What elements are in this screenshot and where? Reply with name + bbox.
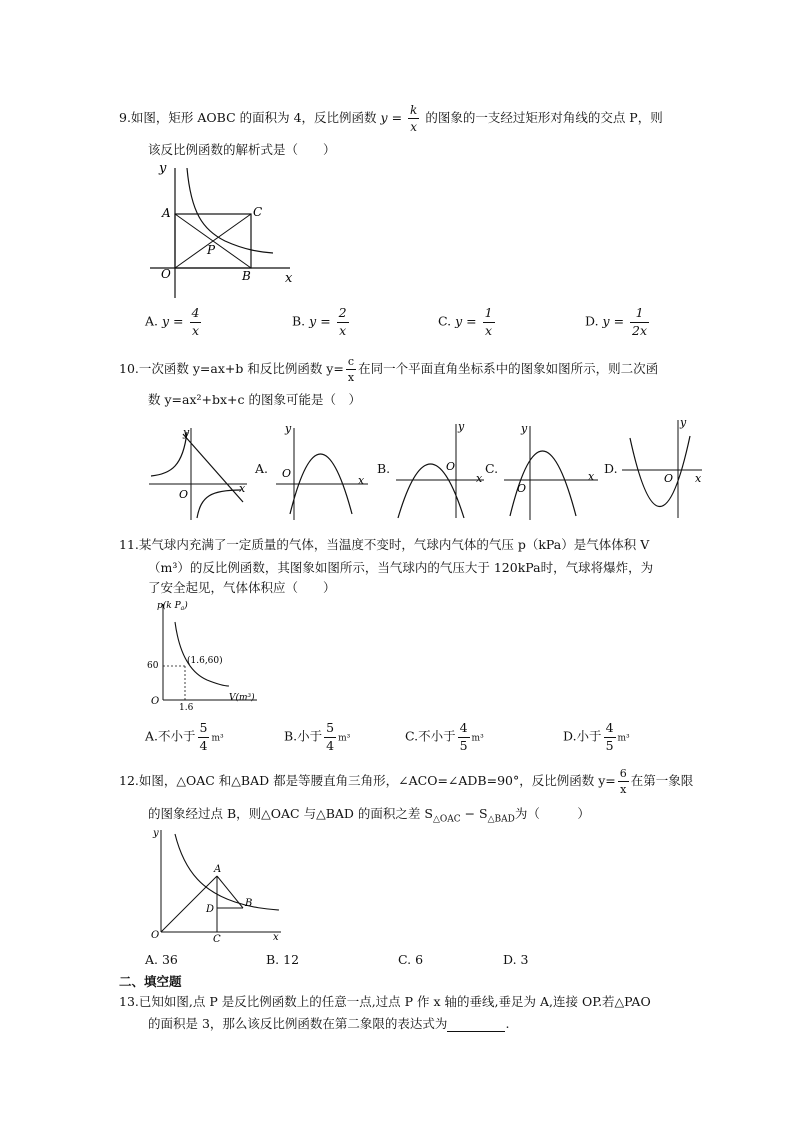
q12-fig-y: y [153,828,159,839]
q9-line1 [119,104,663,133]
q9-option-a-label: A. [145,313,159,329]
q12-line1 [119,768,693,795]
q10-b-y: y [458,420,465,433]
q12-fig-x: x [273,932,279,943]
q9-fig-label-P: P [207,243,216,257]
q10-option-c-graph[interactable] [500,420,600,522]
q11-option-d-num: 4 [604,722,616,738]
section-title-fill-in: 二、填空题 [119,974,182,989]
q12-fig-O: O [151,930,160,941]
q11-figure [145,598,260,710]
q10-c-O: O [517,482,527,495]
q10-option-d-label[interactable]: D. [604,461,618,476]
q11-option-b-num: 5 [324,722,336,738]
q11-option-d-den: 5 [605,737,614,753]
q12-line2 [148,804,590,825]
q9-option-c-den: x [485,322,493,338]
q10-given-y: y [183,426,190,439]
q13-answer-blank[interactable] [447,1019,505,1032]
q10-text1: 10.一次函数 y=ax+b 和反比例函数 y= [119,361,344,376]
q12-text1: 12.如图，△OAC 和△BAD 都是等腰直角三角形，∠ACO=∠ADB=90°，反比例函数 y= [119,773,616,788]
q12-line2b: 为（ ） [514,806,590,821]
q10-a-y: y [285,422,292,435]
q9-option-a-num: 4 [190,307,202,323]
q9-frac-den: x [410,120,418,134]
q9-option-c[interactable]: C. y = $\frac{1}{x}$ [438,305,493,338]
q9-fig-y-label: y [159,161,167,176]
q10-given-figure [145,422,250,522]
q11-option-a-prefix: A.不小于 [145,728,196,744]
q9-fig-x-label: x [285,271,293,286]
q10-frac-num: c [346,356,356,370]
q11-option-c[interactable] [405,722,484,752]
q11-option-d[interactable] [563,722,630,752]
q12-option-d[interactable]: D. 3 [503,952,529,967]
q11-fig-p-label: p(k $P_a$) [157,601,188,612]
q10-a-x: x [358,474,365,487]
q12-frac-num: 6 [619,767,627,780]
q12-option-a[interactable]: A. 36 [145,952,178,967]
q11-option-b-prefix: B.小于 [284,728,323,744]
q9-figure [145,158,305,304]
q10-option-c-label[interactable]: C. [485,461,499,476]
q9-option-a[interactable]: A. y = $\frac{4}{x}$ [145,305,200,338]
q12-minus: − S [460,806,488,821]
q10-option-b-graph[interactable] [392,418,487,522]
q10-text2: 在同一个平面直角坐标系中的图象如图所示，则二次函 [358,361,659,376]
q11-fig-V-label: V(m³) [229,693,255,703]
q9-fraction [408,104,419,133]
q10-d-x: x [695,472,702,485]
q11-fig-60: 60 [147,661,159,671]
q10-frac-den: x [347,371,355,384]
q9-fig-label-C: C [253,205,263,219]
q9-option-d[interactable]: D. y = $\frac{1}{2x}$ [585,305,648,338]
q11-line3: 了安全起见，气体体积应（ ） [148,580,336,595]
q13-line2-text: 的面积是 3，那么该反比例函数在第二象限的表达式为 [148,1016,448,1031]
q9-option-b-label: B. [292,313,306,329]
q9-text2: 的图象的一支经过矩形对角线的交点 P，则 [425,110,663,125]
q10-b-O: O [446,460,456,473]
q10-d-O: O [664,472,674,485]
q12-sub2: △BAD [487,814,515,825]
q10-option-a-label[interactable]: A. [255,461,269,476]
q9-option-d-label: D. [585,313,599,329]
q12-sub1: △OAC [432,814,461,825]
q10-option-a-graph[interactable] [270,422,370,522]
q10-c-x: x [588,470,595,483]
q12-fig-D: D [206,904,215,915]
q10-given-x: x [239,482,246,495]
q12-line2a: 的图象经过点 B，则△OAC 与△BAD 的面积之差 S [148,806,433,821]
q11-line2: （m³）的反比例函数，其图象如图所示，当气球内的气压大于 120kPa时，气球将爆炸，为 [148,560,654,575]
q11-option-b-unit: m³ [338,733,351,744]
q9-yeq: y = [380,110,403,125]
q13-line2 [148,1014,509,1032]
q9-fig-label-A: A [162,206,171,220]
q10-line2: 数 y=ax²+bx+c 的图象可能是（ ） [148,392,361,407]
q9-text1: 9.如图，矩形 AOBC 的面积为 4，反比例函数 [119,110,377,125]
q9-option-b-num: 2 [337,307,349,323]
q9-option-d-den: 2x [632,322,648,338]
q12-fig-B: B [245,898,253,909]
q10-given-O: O [179,488,189,501]
q9-option-b[interactable]: B. y = $\frac{2}{x}$ [292,305,347,338]
q12-frac-den: x [620,783,627,796]
q11-option-c-prefix: C.不小于 [405,728,456,744]
q10-b-x: x [476,472,483,485]
q12-text2: 在第一象限 [630,773,694,788]
q11-option-c-unit: m³ [471,733,484,744]
q10-line1 [119,356,658,383]
q11-fig-point: (1.6,60) [187,656,223,666]
q11-fig-16: 1.6 [179,703,194,710]
q11-option-d-prefix: D.小于 [563,728,602,744]
q9-option-b-den: x [339,322,347,338]
q11-option-a[interactable] [145,722,224,752]
q11-option-a-num: 5 [198,722,210,738]
q11-option-a-unit: m³ [211,733,224,744]
q9-fig-label-O: O [161,267,171,281]
q11-option-c-den: 5 [459,737,468,753]
q10-c-y: y [521,422,528,435]
q13-end: . [505,1016,510,1031]
q11-line1: 11.某气球内充满了一定质量的气体，当温度不变时，气球内气体的气压 p（kPa）是气体体积 V [119,537,650,552]
q11-option-c-num: 4 [458,722,470,738]
q13-line1: 13.已知如图,点 P 是反比例函数上的任意一点,过点 P 作 x 轴的垂线,垂足为 A,连接 OP.若△PAO [119,994,651,1009]
q12-figure [145,824,285,944]
q11-fig-O: O [151,696,160,707]
q10-d-y: y [680,416,687,429]
q9-frac-num: k [410,103,418,117]
q12-option-c[interactable]: C. 6 [398,952,424,967]
q11-option-b-den: 4 [326,737,335,753]
q12-option-b[interactable]: B. 12 [266,952,300,967]
q9-option-a-den: x [191,322,199,338]
q9-fig-label-B: B [242,269,251,283]
q10-a-O: O [282,467,292,480]
q10-option-d-graph[interactable] [620,416,705,522]
q9-option-c-num: 1 [483,307,495,323]
q9-option-d-num: 1 [630,307,649,323]
q12-fig-C: C [213,934,221,944]
q11-option-a-den: 4 [199,737,208,753]
q11-option-d-unit: m³ [617,733,630,744]
q11-option-b[interactable] [284,722,350,752]
q12-fig-A: A [214,864,222,875]
q9-line2: 该反比例函数的解析式是（ ） [148,142,336,157]
q9-option-c-label: C. [438,313,452,329]
q10-option-b-label[interactable]: B. [377,461,391,476]
